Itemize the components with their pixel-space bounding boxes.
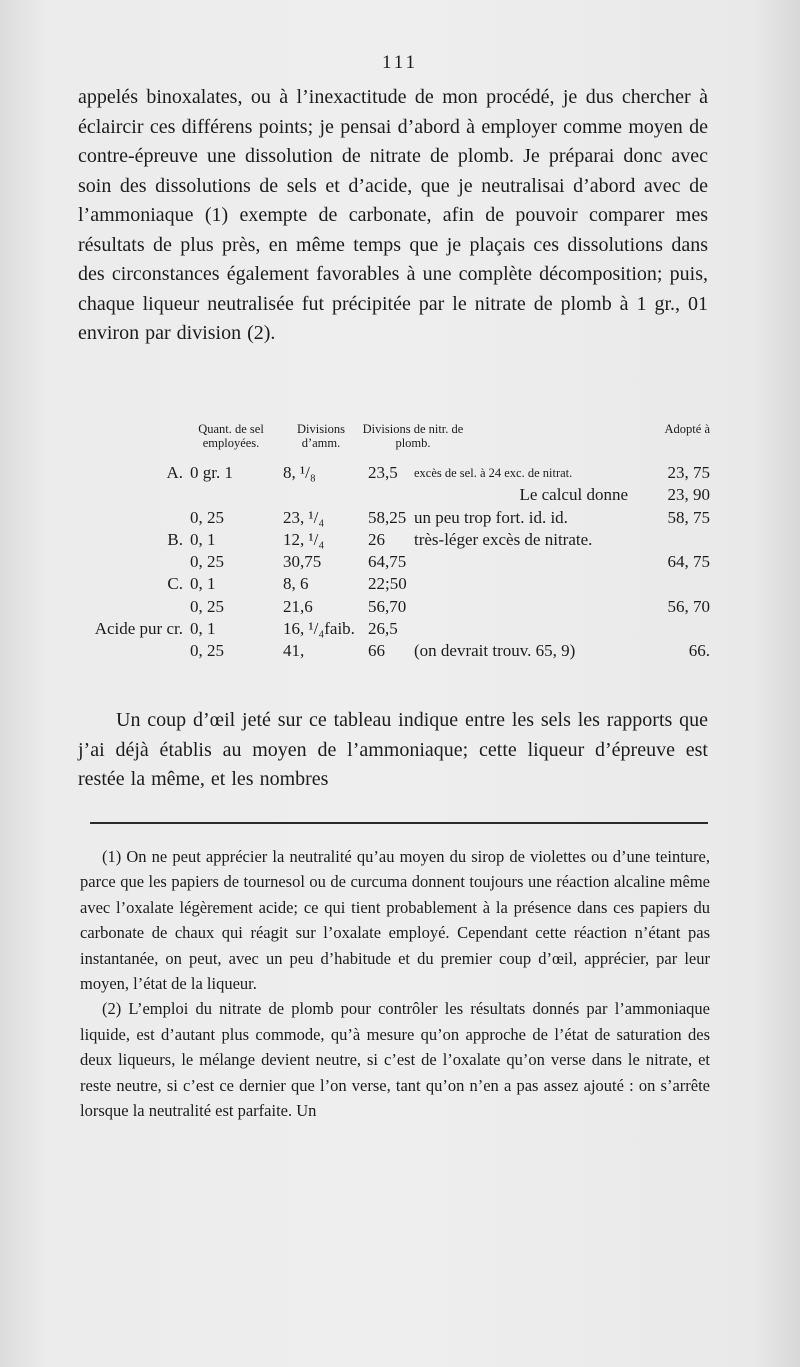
footnotes <box>80 844 710 1123</box>
cell-note: Le calcul donne <box>519 485 628 505</box>
cell-quantity: 0, 25 <box>190 552 224 572</box>
cell-adopted: 23, 90 <box>667 485 710 505</box>
cell-ammonia-divisions: 30,75 <box>283 552 322 572</box>
cell-ammonia-divisions: 21,6 <box>283 596 313 616</box>
paragraph-text: Un coup d’œil jeté sur ce tableau indique entre les sels les rapports que j’ai déjà établis au moyen de l’ammoniaque; cette liqueur d’épreuve est restée la même, et les nombres <box>78 709 708 790</box>
footnote-2: (2) L’emploi du nitrate de plomb pour contrôler les résultats donnés par l’ammoniaque liquide, est d’autant plus commode, qu’à mesure qu’on approche de l’état de saturation des deux liqueurs, le mélange devient neutre, si c’est de l’oxalate qu’on verse dans le nitrate, et reste neutre, si c’est ce dernier que l’on verse, tant qu’on n’en a pas assez ajouté : on s’arrête lorsque la neutralité est parfaite. Un <box>80 999 710 1121</box>
cell-quantity: 0, 25 <box>190 641 224 661</box>
cell-nitrate-divisions: 56,70 <box>368 596 407 616</box>
cell-ammonia-divisions: 16, ¹/₄faib. <box>283 619 355 639</box>
cell-quantity: 0, 25 <box>190 596 224 616</box>
cell-nitrate-divisions: 26 <box>368 529 385 549</box>
cell-ammonia-divisions: 8, 6 <box>283 574 309 594</box>
cell-ammonia-divisions: 23, ¹/₄ <box>283 507 325 527</box>
cell-nitrate-divisions: 22;50 <box>368 574 407 594</box>
cell-nitrate-divisions: 64,75 <box>368 552 407 572</box>
cell-ammonia-divisions: 41, <box>283 641 305 661</box>
cell-note: (on devrait trouv. 65, 9) <box>414 641 576 661</box>
paragraph-text: appelés binoxalates, ou à l’inexactitude de mon procédé, je dus chercher à éclaircir ces différens points; je pensai d’abord à employer comme moyen de contre-épreuve une dissolution de nitrate de plomb. Je préparai donc avec soin des dissolutions de sels et d’acide, que je neutralisai d’abord avec de l’ammoniaque (1) exempte de carbonate, afin de pouvoir comparer mes résultats de plus près, en même temps que je plaçais ces dissolutions dans des circonstances également favorables à une complète décomposition; puis, chaque liqueur neutralisée fut précipitée par le nitrate de plomb à 1 gr., 01 environ par division (2). <box>78 86 708 344</box>
cell-nitrate-divisions: 66 <box>368 641 385 661</box>
cell-note: excès de sel. à 24 exc. de nitrat. <box>414 466 573 480</box>
table-row <box>78 640 710 662</box>
header-amm: Divisions d’amm. <box>297 422 345 450</box>
header-nitr: Divisions de nitr. de plomb. <box>362 422 464 450</box>
header-adopt: Adopté à <box>664 422 710 436</box>
header-qty: Quant. de sel employées. <box>198 422 264 450</box>
cell-note: un peu trop fort. id. id. <box>414 507 568 527</box>
paragraph-comment <box>78 706 708 795</box>
cell-quantity: 0 gr. 1 <box>190 463 233 482</box>
cell-adopted: 58, 75 <box>667 507 710 527</box>
row-label: C. <box>167 574 183 594</box>
cell-adopted: 66. <box>688 641 710 661</box>
table-body <box>78 462 710 663</box>
table-row <box>78 618 710 640</box>
page-number: 111 <box>381 52 419 73</box>
table-row <box>78 462 710 484</box>
table-row <box>78 484 710 506</box>
row-label: A. <box>166 463 183 482</box>
cell-ammonia-divisions: 12, ¹/₄ <box>283 529 325 549</box>
footnote-rule <box>90 822 708 824</box>
table-row <box>78 573 710 595</box>
table-row <box>78 529 710 551</box>
cell-quantity: 0, 1 <box>190 574 216 594</box>
results-table <box>78 422 710 663</box>
table-row <box>78 507 710 529</box>
cell-note: très-léger excès de nitrate. <box>414 529 593 549</box>
cell-adopted: 64, 75 <box>667 552 710 572</box>
cell-quantity: 0, 1 <box>190 619 216 639</box>
cell-ammonia-divisions: 8, ¹/₈ <box>283 463 316 482</box>
cell-adopted: 23, 75 <box>667 463 710 482</box>
cell-adopted: 56, 70 <box>667 596 710 616</box>
row-label: B. <box>167 529 183 549</box>
footnote-1: (1) On ne peut apprécier la neutralité qu’au moyen du sirop de violettes ou d’une teinture, parce que les papiers de tournesol ou de curcuma donnent toujours une réaction alcaline même avec l’oxalate légèrement acide; ce qui tient probablement à la présence dans ces papiers du carbonate de chaux qui réagit sur l’oxalate employé. Cependant cette réaction n’étant pas instantanée, on peut, avec un peu d’habitude et du premier coup d’œil, apprécier, par leur moyen, l’état de la liqueur. <box>80 847 710 994</box>
table-row <box>78 596 710 618</box>
table-header <box>78 422 710 462</box>
row-label: Acide pur cr. <box>94 619 183 639</box>
cell-quantity: 0, 1 <box>190 529 216 549</box>
cell-quantity: 0, 25 <box>190 507 224 527</box>
cell-nitrate-divisions: 58,25 <box>368 507 407 527</box>
paragraph-intro <box>78 83 708 349</box>
cell-nitrate-divisions: 26,5 <box>368 619 398 639</box>
table-row <box>78 551 710 573</box>
cell-nitrate-divisions: 23,5 <box>368 463 398 482</box>
